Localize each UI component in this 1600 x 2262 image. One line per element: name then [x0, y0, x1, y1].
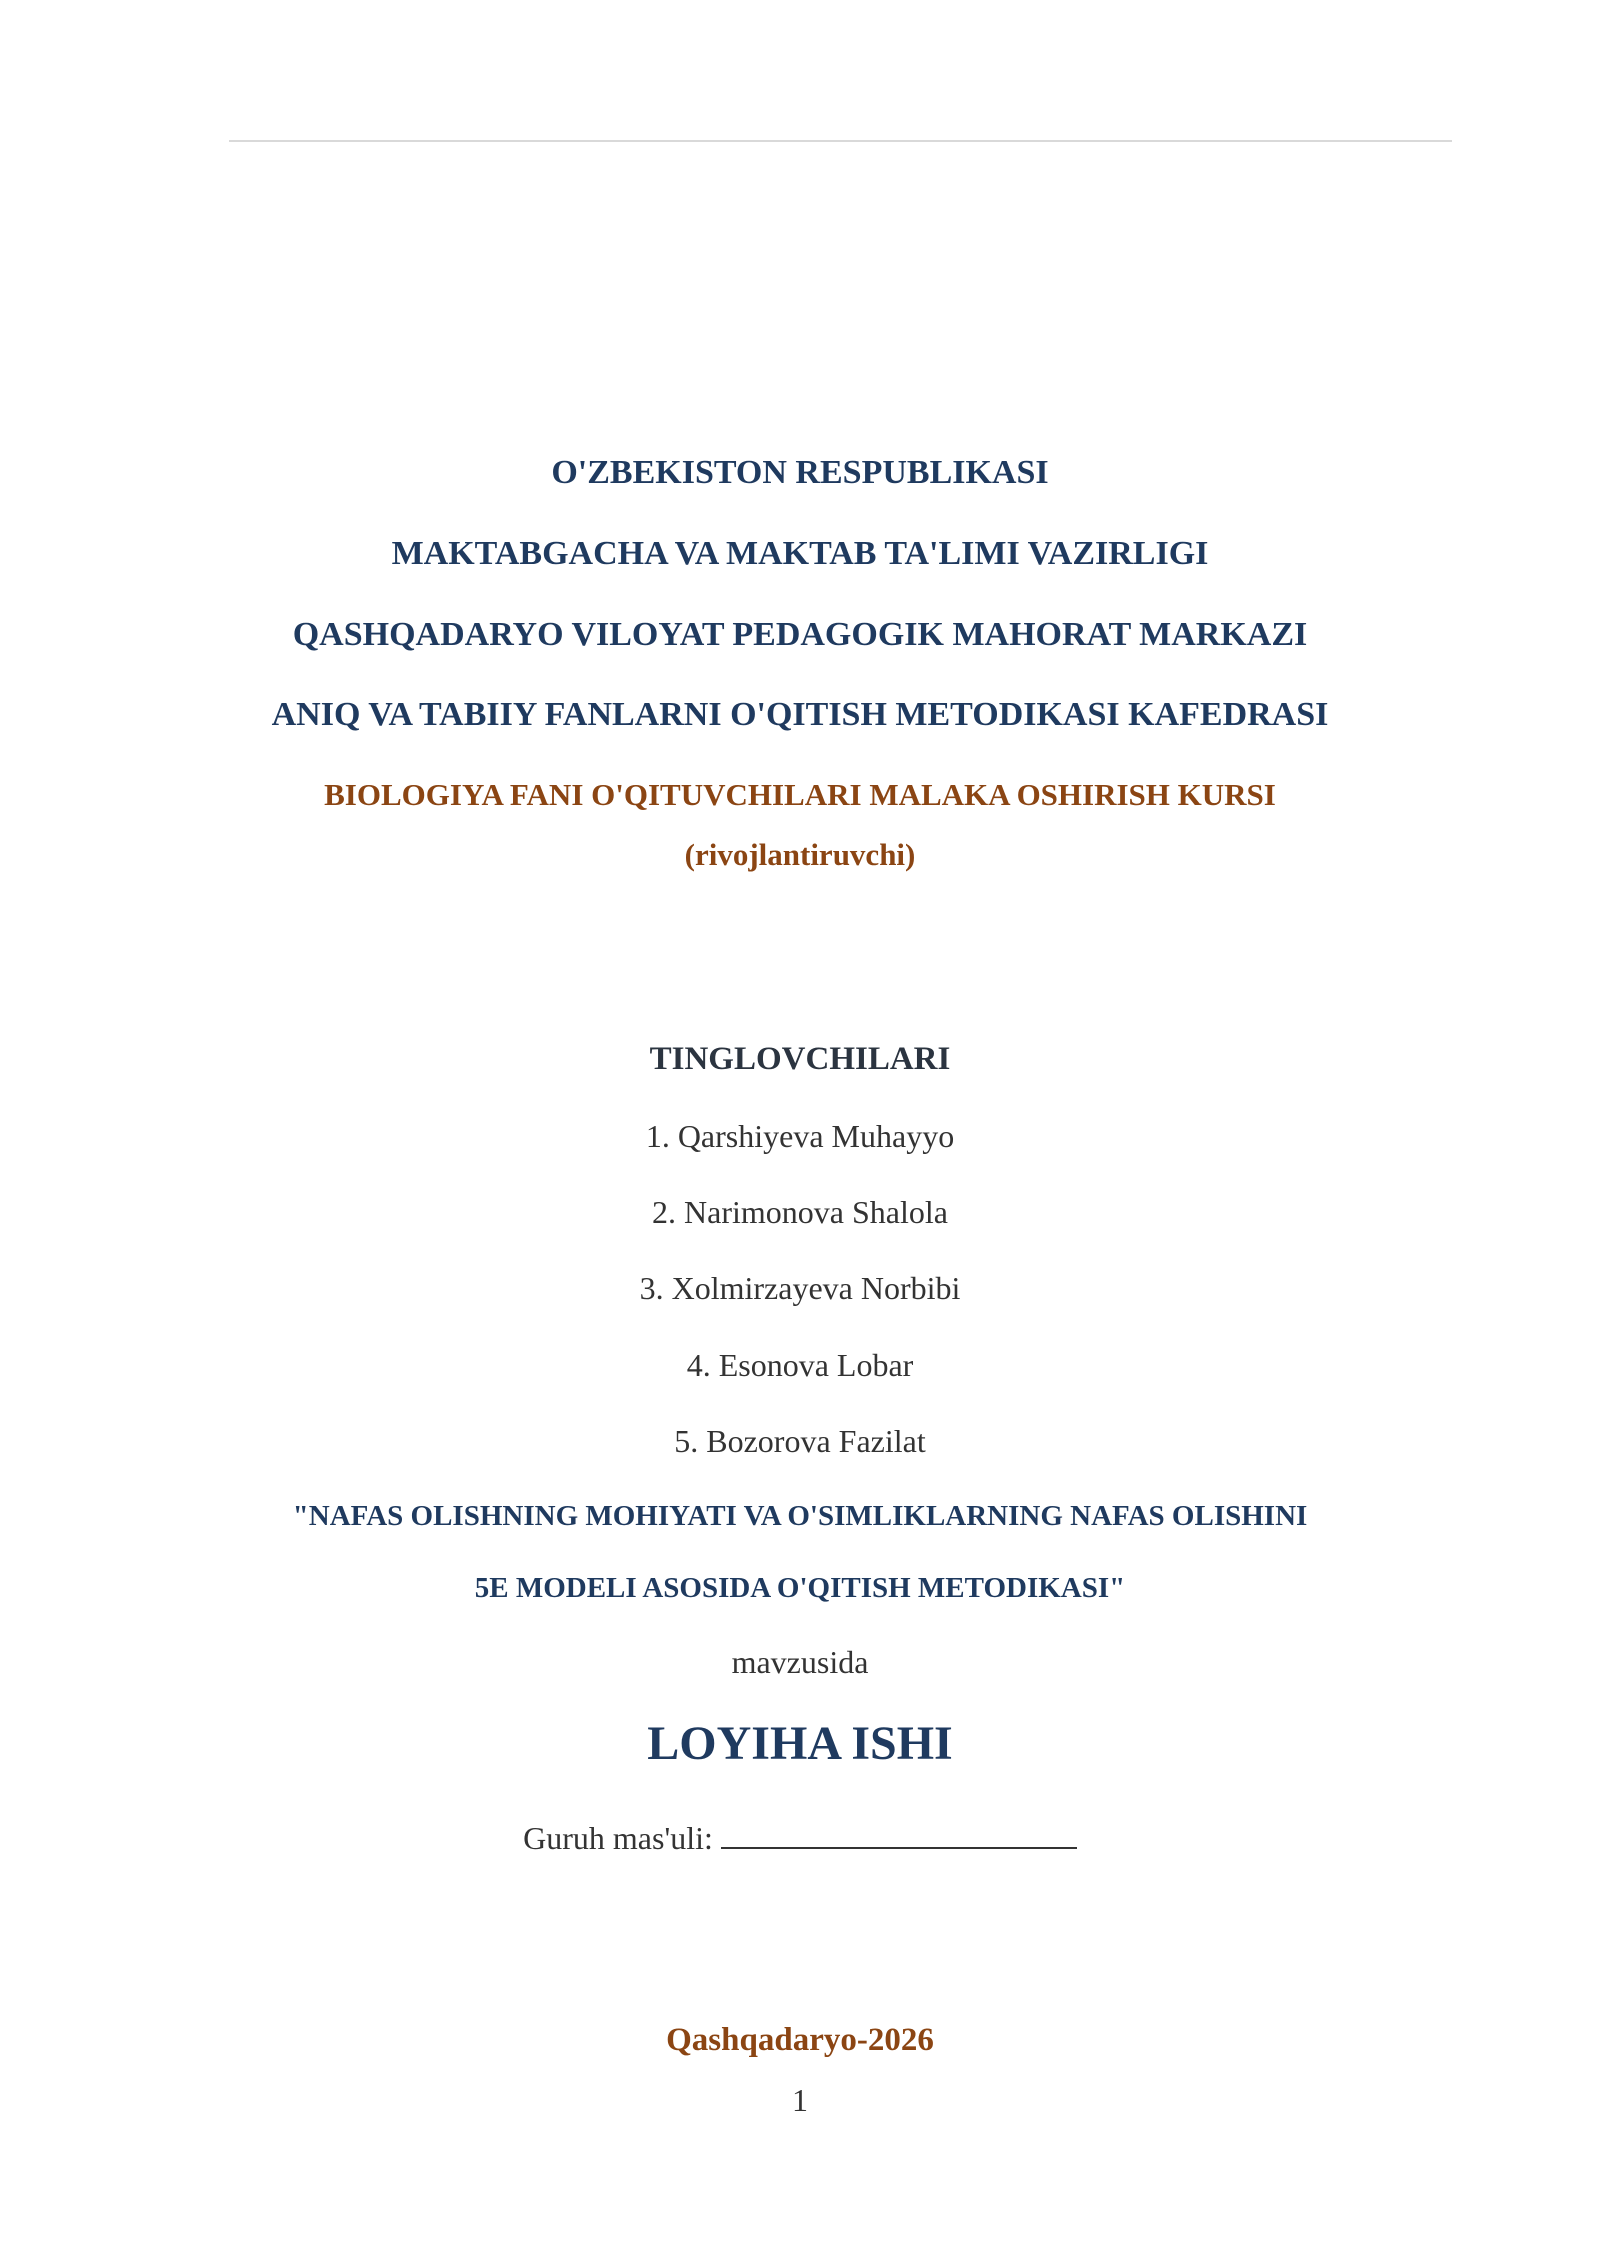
group-leader-blank: [721, 1819, 1077, 1849]
participant-name: 1. Qarshiyeva Muhayyo: [645, 1118, 955, 1154]
group-leader-line: [0, 1819, 1600, 1854]
participant-name: 5. Bozorova Fazilat: [674, 1423, 926, 1459]
participant-name: 4. Esonova Lobar: [686, 1347, 914, 1383]
participant-name: 2. Narimonova Shalola: [652, 1194, 948, 1230]
participants-heading: TINGLOVCHILARI: [649, 1041, 951, 1077]
topic-line-2: 5E MODELI ASOSIDA O'QITISH METODIKASI": [474, 1572, 1126, 1604]
participant-name: 3. Xolmirzayeva Norbibi: [639, 1270, 961, 1306]
header-republic: O'ZBEKISTON RESPUBLIKASI: [551, 454, 1049, 491]
page-number: 1: [792, 2082, 808, 2118]
work-title: LOYIHA ISHI: [647, 1717, 953, 1770]
topic-line-1: "NAFAS OLISHNING MOHIYATI VA O'SIMLIKLARNING NAFAS OLISHINI: [292, 1500, 1308, 1532]
header-department: ANIQ VA TABIIY FANLARNI O'QITISH METODIKASI KAFEDRASI: [271, 696, 1329, 733]
group-leader-label: Guruh mas'uli:: [523, 1820, 713, 1856]
header-center: QASHQADARYO VILOYAT PEDAGOGIK MAHORAT MARKAZI: [292, 616, 1308, 653]
course-title: BIOLOGIYA FANI O'QITUVCHILARI MALAKA OSHIRISH KURSI: [324, 777, 1276, 812]
topic-suffix: mavzusida: [731, 1644, 869, 1680]
course-type: (rivojlantiruvchi): [684, 837, 916, 872]
header-ministry: MAKTABGACHA VA MAKTAB TA'LIMI VAZIRLIGI: [391, 535, 1209, 572]
top-rule: [229, 140, 1452, 142]
place-year: Qashqadaryo-2026: [666, 2022, 934, 2058]
